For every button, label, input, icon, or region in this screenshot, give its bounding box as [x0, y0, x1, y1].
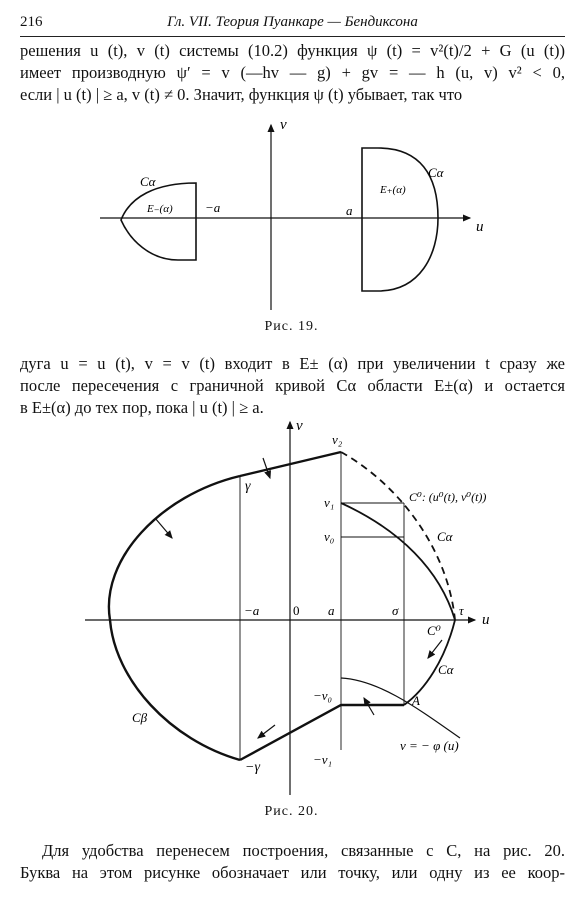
text-line: дуга u = u (t), v = v (t) входит в E± (α) при увеличении t сразу же	[20, 354, 565, 373]
sigma-label: σ	[392, 603, 399, 618]
running-title: Гл. VII. Теория Пуанкаре — Бендиксона	[167, 14, 418, 30]
text-line: Буква на этом рисунке обозначает или точку, или одну из ее коор-	[20, 863, 565, 882]
arrow-left	[155, 518, 172, 538]
figure-19	[0, 115, 583, 315]
c-beta-label: Cβ	[132, 710, 148, 725]
c-alpha-right-label: Cα	[428, 165, 444, 180]
v2-label: v₂	[332, 432, 343, 447]
text-line: в E±(α) до тех пор, пока | u (t) | ≥ a.	[20, 398, 264, 417]
arrow-c0	[428, 640, 442, 658]
page-header	[20, 14, 565, 36]
minus-v0-label: −v₀	[313, 688, 333, 703]
minus-v1-label: −v₁	[313, 752, 333, 767]
c0-label: C⁰	[427, 623, 441, 638]
figure-20	[0, 410, 583, 800]
c-alpha-upper-label: Cα	[437, 529, 453, 544]
u-axis-label: u	[482, 612, 490, 628]
gamma-label: γ	[245, 479, 251, 494]
v1-label: v₁	[324, 495, 335, 510]
region-e-plus-boundary	[362, 148, 438, 291]
figure-19-caption: Рис. 19.	[264, 319, 319, 334]
a-point-label: A	[412, 693, 420, 708]
arrow-bottom	[258, 725, 275, 738]
e-minus-label: E₋(α)	[147, 203, 173, 215]
page-number: 216	[20, 14, 43, 30]
text-line: решения u (t), v (t) системы (10.2) функция ψ (t) = v²(t)/2 + G (u (t))	[20, 41, 565, 60]
minus-a-label: −a	[205, 200, 221, 215]
phi-curve	[341, 678, 460, 738]
minus-a-label: −a	[244, 603, 260, 618]
u-axis-label: u	[476, 219, 484, 235]
tau-label: τ	[459, 603, 464, 618]
v0-label: v₀	[324, 529, 335, 544]
v-axis-label: v	[280, 117, 287, 133]
text-line: Для удобства перенесем построения, связанные с C, на рис. 20.	[42, 841, 565, 860]
figure-20-caption: Рис. 20.	[264, 804, 319, 819]
c-beta-curve	[109, 476, 240, 760]
minus-gamma-label: −γ	[245, 760, 260, 775]
v-axis-label: v	[296, 418, 303, 434]
region-e-minus-boundary	[121, 183, 196, 260]
text-line: имеет производную ψ′ = v (—hv — g) + gv = — h (u, v) v² < 0,	[20, 63, 565, 82]
paragraph-1	[20, 40, 565, 106]
a-label: a	[346, 203, 353, 218]
header-rule	[20, 36, 565, 37]
c-alpha-left-label: Cα	[140, 174, 156, 189]
paragraph-3	[20, 840, 565, 884]
text-line: если | u (t) | ≥ a, v (t) ≠ 0. Значит, функция ψ (t) убывает, так что	[20, 85, 463, 104]
e-plus-label: E₊(α)	[380, 184, 406, 196]
a-label: a	[328, 603, 335, 618]
c-alpha-lower-label: Cα	[438, 662, 454, 677]
c0-curve-label: C⁰: (u⁰(t), v⁰(t))	[409, 490, 487, 504]
phi-curve-label: v = − φ (u)	[400, 738, 459, 753]
text-line: после пересечения с граничной кривой Cα области E±(α) и остается	[20, 376, 565, 395]
zero-label: 0	[293, 603, 300, 618]
arrow-inner	[364, 698, 374, 715]
